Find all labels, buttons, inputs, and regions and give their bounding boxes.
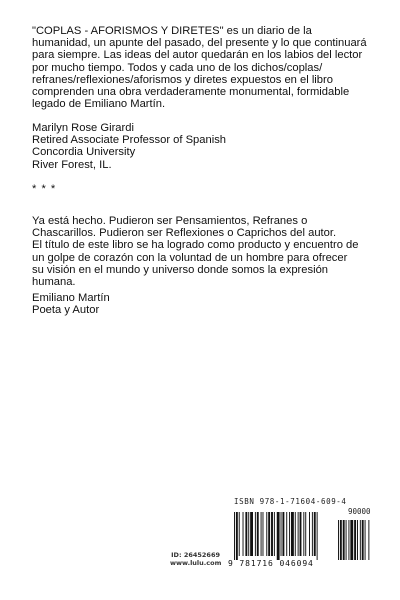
barcode-bar: [274, 512, 275, 556]
barcode-bars: [228, 506, 373, 560]
author-role: Poeta y Autor: [32, 304, 100, 317]
author-paragraph: [32, 215, 382, 288]
reviewer-signature: [32, 122, 382, 171]
lulu-id-block: [170, 551, 220, 567]
lulu-site: www.lulu.com: [170, 559, 222, 567]
intro-line: para siempre. Las ideas del autor quedarán en los labios del lector: [32, 49, 363, 62]
barcode-bar: [289, 512, 290, 556]
author-line: humana.: [32, 276, 76, 289]
barcode-bar: [365, 520, 366, 560]
isbn-barcode: [228, 497, 373, 575]
reviewer-title: Retired Associate Professor of Spanish: [32, 134, 227, 147]
barcode-bar: [305, 512, 306, 556]
barcode-bar: [261, 512, 262, 556]
barcode-bar: [357, 520, 358, 560]
intro-line: por mucho tiempo. Todos y cada uno de los dichos/coplas/: [32, 61, 323, 74]
barcode-bar: [234, 512, 235, 560]
barcode-bar: [317, 512, 318, 560]
author-signature: [32, 292, 382, 316]
barcode-bar: [360, 520, 361, 560]
barcode-bar: [286, 512, 287, 556]
author-line: un golpe de corazón con la voluntad de un hombre para ofrecer: [32, 251, 348, 264]
reviewer-institution: Concordia University: [32, 146, 136, 159]
author-name: Emiliano Martín: [32, 292, 110, 304]
barcode-bar: [312, 512, 313, 556]
reviewer-location: River Forest, IL.: [32, 158, 112, 171]
barcode-bar: [348, 520, 349, 560]
intro-line: comprenden una obra verdaderamente monumental, formidable: [32, 86, 350, 99]
barcode-bar: [236, 512, 238, 560]
barcode-bar: [295, 512, 296, 556]
author-line: su visión en el mundo y universo donde somos la expresión: [32, 263, 329, 276]
barcode-bar: [277, 512, 280, 560]
barcode-bar: [362, 520, 364, 560]
reviewer-name: Marilyn Rose Girardi: [32, 122, 134, 134]
barcode-bar: [300, 512, 302, 556]
barcode-bar: [245, 512, 247, 556]
barcode-bar: [282, 512, 284, 556]
author-line: El título de este libro se ha logrado como producto y encuentro de: [32, 239, 359, 252]
barcode-bar: [243, 512, 244, 556]
isbn-label: ISBN 978-1-71604-609-4: [234, 497, 347, 506]
barcode-bar: [298, 512, 299, 556]
intro-line: legado de Emiliano Martín.: [32, 98, 166, 111]
barcode-bar: [343, 520, 345, 560]
barcode-bar: [291, 512, 294, 556]
barcode-addon-number: 90000: [348, 507, 371, 516]
barcode-bar: [303, 512, 304, 556]
author-line: Chascarillos. Pudieron ser Reflexiones o Caprichos del autor.: [32, 227, 337, 240]
ean-digits: 9 781716 046094: [228, 559, 314, 568]
barcode-bar: [281, 512, 282, 556]
barcode-bar: [255, 512, 256, 556]
barcode-bar: [266, 512, 267, 556]
barcode-bar: [340, 520, 342, 560]
barcode-bar: [239, 512, 240, 556]
barcode-bar: [314, 512, 316, 556]
barcode-bar: [346, 520, 347, 560]
barcode-bar: [248, 512, 249, 556]
barcode-bar: [268, 512, 270, 556]
intro-paragraph: [32, 25, 382, 110]
barcode-bar: [354, 520, 356, 560]
barcode-bar: [368, 520, 369, 560]
intro-line: humanidad, un apunte del pasado, del presente y lo que continuará: [32, 37, 367, 50]
barcode-bar: [338, 520, 339, 560]
barcode-bar: [257, 512, 259, 556]
lulu-id: ID: 26452669: [171, 551, 220, 559]
barcode-bar: [250, 512, 253, 556]
barcode-bar: [309, 512, 310, 556]
section-separator: * * *: [32, 183, 57, 195]
intro-line: refranes/reflexiones/aforismos y diretes expuestos en el libro: [32, 73, 333, 86]
intro-line: "COPLAS - AFORISMOS Y DIRETES" es un diario de la: [32, 25, 312, 37]
barcode-bar: [271, 512, 273, 556]
barcode-bar: [350, 520, 353, 560]
barcode-bar: [263, 512, 264, 556]
author-line: Ya está hecho. Pudieron ser Pensamientos, Refranes o: [32, 215, 308, 227]
